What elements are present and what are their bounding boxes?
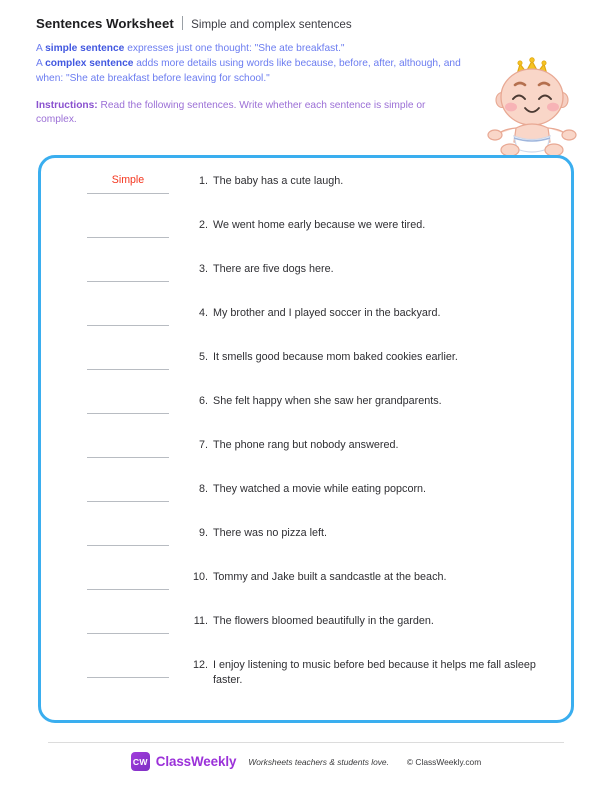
instructions-label: Instructions: (36, 99, 98, 111)
footer-copyright: © ClassWeekly.com (406, 756, 482, 767)
sentence-row (41, 172, 571, 216)
footer-tagline: Worksheets teachers & students love. (248, 756, 389, 767)
intro-term-complex: complex sentence (45, 58, 134, 70)
answer-blank-line[interactable] (87, 677, 169, 678)
sentence-row (41, 436, 571, 480)
answer-blank-line[interactable] (87, 721, 169, 722)
answer-cell[interactable] (41, 568, 171, 570)
sentence-row (41, 216, 571, 260)
answer-cell[interactable] (41, 216, 171, 218)
intro-line2-prefix: A (36, 58, 46, 70)
item-number: 12. (192, 659, 208, 671)
instructions-text: Read the following sentences. Write whether each sentence is simple or complex. (36, 99, 426, 126)
answer-cell[interactable] (41, 656, 171, 658)
answer-blank-line[interactable] (87, 545, 169, 546)
sentence-row (41, 260, 571, 304)
intro-line1-suffix: expresses just one thought: "She ate breakfast." (124, 43, 345, 54)
classweekly-badge-icon: CW (131, 752, 150, 771)
sentence-text: The flowers bloomed beautifully in the garden. (213, 615, 434, 627)
answer-blank-line[interactable] (87, 281, 169, 282)
answer-blank-line[interactable] (87, 325, 169, 326)
item-number: 10. (192, 571, 208, 583)
answer-cell[interactable] (41, 304, 171, 306)
page-title (36, 14, 576, 31)
sentence-text: She felt happy when she saw her grandparents. (213, 395, 442, 407)
brand-logo (131, 752, 237, 771)
answer-blank-line[interactable] (87, 369, 169, 370)
item-number: 6. (198, 395, 208, 407)
sentence-text: My brother and I played soccer in the backyard. (213, 307, 441, 319)
answer-cell[interactable] (41, 480, 171, 482)
answer-cell[interactable] (41, 700, 171, 702)
item-number: 7. (198, 439, 208, 451)
answer-blank-line[interactable] (87, 193, 169, 194)
sentence-text: The baby has a cute laugh. (213, 175, 344, 187)
answer-blank-line[interactable] (87, 413, 169, 414)
title-subtitle: Simple and complex sentences (191, 18, 352, 31)
intro-line1-prefix: A (36, 43, 46, 54)
answer-cell[interactable] (41, 612, 171, 614)
sentence-row (41, 392, 571, 436)
baby-with-crown-icon (480, 52, 584, 156)
sentence-text: We went home early because we were tired. (213, 219, 426, 231)
sentence-row (41, 612, 571, 656)
item-number: 1. (198, 175, 208, 187)
sentence-row (41, 568, 571, 612)
intro-line2-suffix: adds more details using words like because, before, after, although, and when: "She ate breakfast before leaving for school." (36, 58, 461, 85)
footer-divider (48, 742, 564, 743)
item-number: 4. (198, 307, 208, 319)
sentence-text: I enjoy listening to music before bed because it helps me fall asleep faster. (213, 659, 536, 686)
answer-blank-line[interactable] (87, 633, 169, 634)
sentence-row (41, 656, 571, 700)
intro-paragraph (36, 41, 466, 87)
item-number: 5. (198, 351, 208, 363)
sentence-text (213, 700, 571, 702)
item-number: 11. (193, 615, 208, 627)
sentence-text: It smells good because mom baked cookies earlier. (213, 351, 458, 363)
sentence-row (41, 304, 571, 348)
answer-blank-line[interactable] (87, 457, 169, 458)
answer-cell[interactable] (41, 436, 171, 438)
answer-cell[interactable] (41, 260, 171, 262)
item-number (171, 700, 213, 703)
answer-cell[interactable] (41, 172, 171, 186)
answer-text: Simple (111, 174, 145, 186)
answer-cell[interactable] (41, 392, 171, 394)
sentence-list (41, 172, 571, 723)
item-number: 8. (198, 483, 208, 495)
answer-blank-line[interactable] (87, 501, 169, 502)
answer-cell[interactable] (41, 348, 171, 350)
sentence-text: The phone rang but nobody answered. (213, 439, 399, 451)
brand-name: ClassWeekly (155, 754, 237, 769)
sentence-row (41, 348, 571, 392)
sentence-text: There are five dogs here. (213, 263, 334, 275)
title-main: Sentences Worksheet (36, 16, 174, 31)
answer-cell[interactable] (41, 524, 171, 526)
answer-blank-line[interactable] (87, 589, 169, 590)
item-number: 3. (198, 263, 208, 275)
sentence-row (41, 524, 571, 568)
sentence-text: Tommy and Jake built a sandcastle at the beach. (213, 571, 447, 583)
sentence-row (41, 700, 571, 723)
worksheet-card (38, 155, 574, 723)
item-number: 2. (198, 219, 208, 231)
footer (0, 752, 612, 771)
instructions-paragraph (36, 99, 436, 129)
item-number: 9. (198, 527, 208, 539)
sentence-text: There was no pizza left. (213, 527, 328, 539)
answer-blank-line[interactable] (87, 237, 169, 238)
title-divider (182, 16, 183, 30)
sentence-text: They watched a movie while eating popcorn. (213, 483, 427, 495)
intro-term-simple: simple sentence (45, 43, 125, 54)
sentence-row (41, 480, 571, 524)
